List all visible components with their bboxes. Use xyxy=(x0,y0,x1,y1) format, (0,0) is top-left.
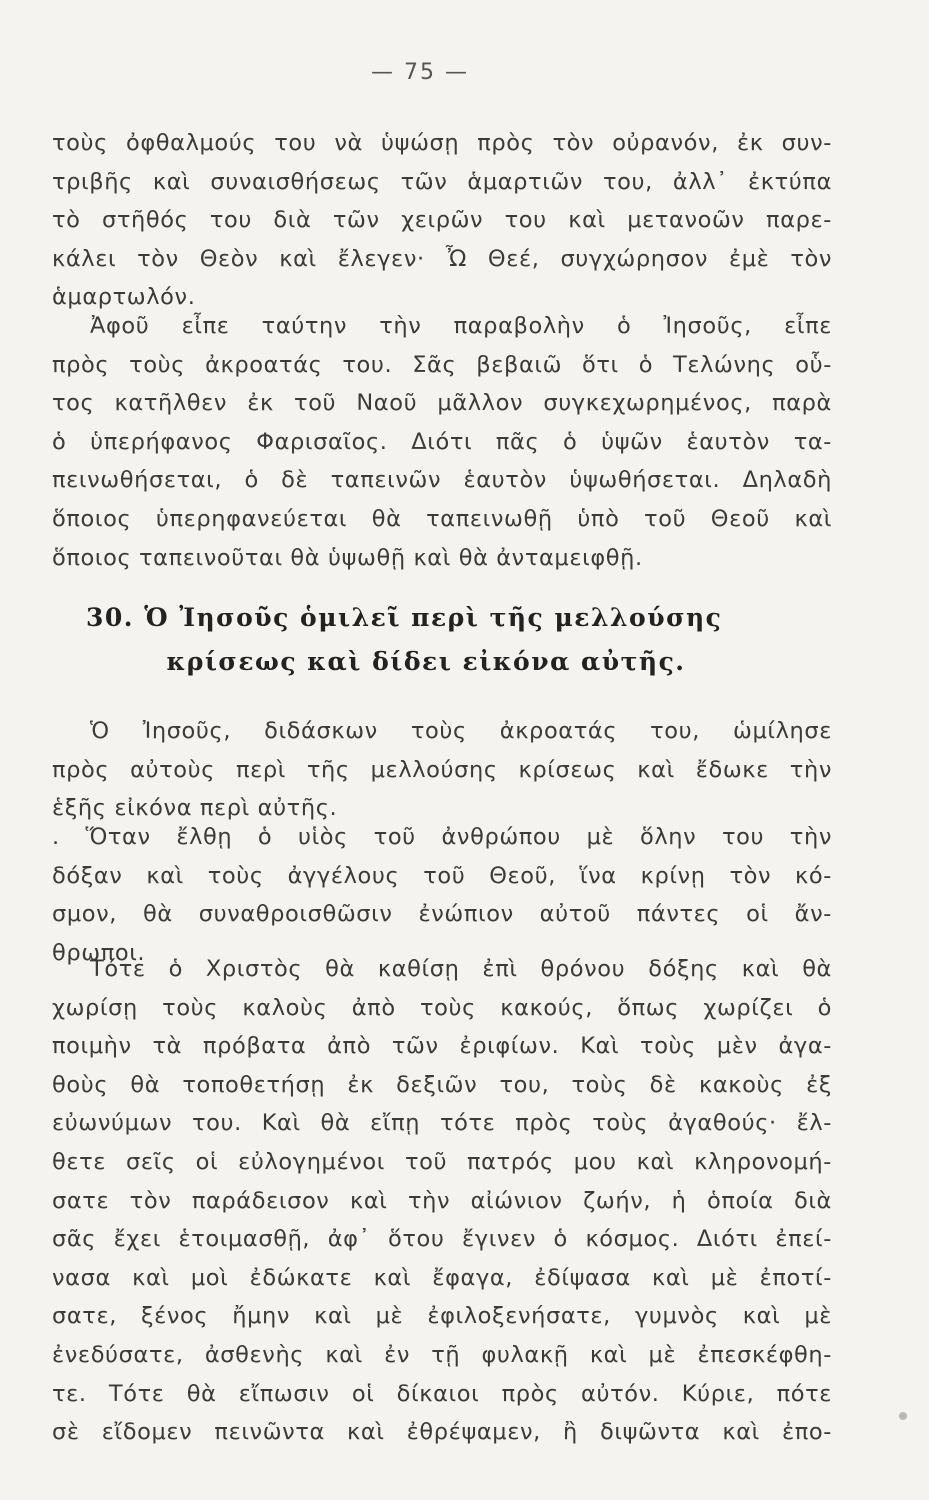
text-line: ποιμὴν τὰ πρόβατα ἀπὸ τῶν ἐριφίων. Καὶ τοὺς μὲν ἀγα- xyxy=(52,1033,832,1060)
text-line: ὁ ὑπερήφανος Φαρισαῖος. Διότι πᾶς ὁ ὑψῶν ἑαυτὸν τα- xyxy=(52,428,832,455)
text-line: ἁμαρτωλόν. xyxy=(52,284,196,311)
text-line: ἐνεδύσατε, ἀσθενὴς καὶ ἐν τῇ φυλακῇ καὶ μὲ ἐπεσκέφθη- xyxy=(52,1341,832,1368)
text-line: θετε σεῖς οἱ εὐλογημένοι τοῦ πατρός μου καὶ κληρονομή- xyxy=(52,1148,832,1175)
text-line: . Ὅταν ἔλθῃ ὁ υἱὸς τοῦ ἀνθρώπου μὲ ὅλην του τὴν xyxy=(52,824,832,850)
text-line: θρωποι. xyxy=(52,939,146,966)
text-line: τὸ στῆθός του διὰ τῶν χειρῶν του καὶ μετανοῶν παρε- xyxy=(52,207,832,234)
text-line: πρὸς τοὺς ἀκροατάς του. Σᾶς βεβαιῶ ὅτι ὁ Τελώνης οὗ- xyxy=(52,351,832,378)
text-line: σατε τὸν παράδεισον καὶ τὴν αἰώνιον ζωήν, ἡ ὁποία διὰ xyxy=(52,1187,832,1214)
text-line: εὐωνύμων του. Καὶ θὰ εἴπῃ τότε πρὸς τοὺς ἀγαθούς· ἔλ- xyxy=(52,1110,832,1137)
text-line: ἑξῆς εἰκόνα περὶ αὐτῆς. xyxy=(52,795,338,822)
text-line: Τότε ὁ Χριστὸς θὰ καθίσῃ ἐπὶ θρόνου δόξης καὶ θὰ xyxy=(90,956,832,982)
text-line: τριβῆς καὶ συναισθήσεως τῶν ἁμαρτιῶν του, ἀλλ᾿ ἐκτύπα xyxy=(52,168,832,195)
text-line: πρὸς αὐτοὺς περὶ τῆς μελλούσης κρίσεως καὶ ἔδωκε τὴν xyxy=(52,756,832,783)
text-line: σμον, θὰ συναθροισθῶσιν ἐνώπιον αὐτοῦ πάντες οἱ ἄν- xyxy=(52,901,832,928)
text-line: τοὺς ὀφθαλμούς του νὰ ὑψώσῃ πρὸς τὸν οὐρανόν, ἐκ συν- xyxy=(52,130,832,156)
text-line: Ἀφοῦ εἶπε ταύτην τὴν παραβολὴν ὁ Ἰησοῦς, εἶπε xyxy=(90,313,832,339)
text-line: τος κατῆλθεν ἐκ τοῦ Ναοῦ μᾶλλον συγκεχωρημένος, παρὰ xyxy=(52,390,832,417)
paragraph-continuation xyxy=(52,124,832,317)
text-line: Ὁ Ἰησοῦς, διδάσκων τοὺς ἀκροατάς του, ὡμίλησε xyxy=(90,718,832,744)
section-heading-line: κρίσεως καὶ δίδει εἰκόνα αὐτῆς. xyxy=(166,647,686,676)
text-line: νασα καὶ μοὶ ἐδώκατε καὶ ἔφαγα, ἐδίψασα καὶ μὲ ἐποτί- xyxy=(52,1264,832,1291)
paragraph-parable-conclusion xyxy=(52,307,832,577)
text-line: ὅποιος ταπεινοῦται θὰ ὑψωθῇ καὶ θὰ ἀνταμειφθῇ. xyxy=(52,544,643,571)
text-line: χωρίσῃ τοὺς καλοὺς ἀπὸ τοὺς κακούς, ὅπως χωρίζει ὁ xyxy=(52,994,832,1021)
text-line: δόξαν καὶ τοὺς ἀγγέλους τοῦ Θεοῦ, ἵνα κρίνῃ τὸν κό- xyxy=(52,862,832,889)
text-line: θοὺς θὰ τοποθετήσῃ ἐκ δεξιῶν του, τοὺς δὲ κακοὺς ἐξ xyxy=(52,1071,832,1098)
text-line: πεινωθήσεται, ὁ δὲ ταπεινῶν ἑαυτὸν ὑψωθήσεται. Δηλαδὴ xyxy=(52,467,832,494)
text-line: κάλει τὸν Θεὸν καὶ ἔλεγεν· Ὦ Θεέ, συγχώρησον ἐμὲ τὸν xyxy=(52,245,832,272)
section-heading xyxy=(86,596,806,684)
section-heading-line: 30. Ὁ Ἰησοῦς ὁμιλεῖ περὶ τῆς μελλούσης xyxy=(86,603,723,632)
text-line: σατε, ξένος ἤμην καὶ μὲ ἐφιλοξενήσατε, γυμνὸς καὶ μὲ xyxy=(52,1303,832,1330)
text-line: ὅποιος ὑπερηφανεύεται θὰ ταπεινωθῇ ὑπὸ τοῦ Θεοῦ καὶ xyxy=(52,505,832,532)
text-line: σὲ εἴδομεν πεινῶντα καὶ ἐθρέψαμεν, ἢ διψῶντα καὶ ἐπο- xyxy=(52,1419,832,1446)
text-line: σᾶς ἔχει ἑτοιμασθῇ, ἀφ᾿ ὅτου ἔγινεν ὁ κόσμος. Διότι ἐπεί- xyxy=(52,1226,832,1253)
page-number: — 75 — xyxy=(371,60,469,85)
paragraph-intro xyxy=(52,712,832,828)
paragraph-judgment xyxy=(52,950,832,1452)
text-line: τε. Τότε θὰ εἴπωσιν οἱ δίκαιοι πρὸς αὐτόν. Κύριε, πότε xyxy=(52,1380,832,1407)
speck-mark xyxy=(899,1412,907,1420)
